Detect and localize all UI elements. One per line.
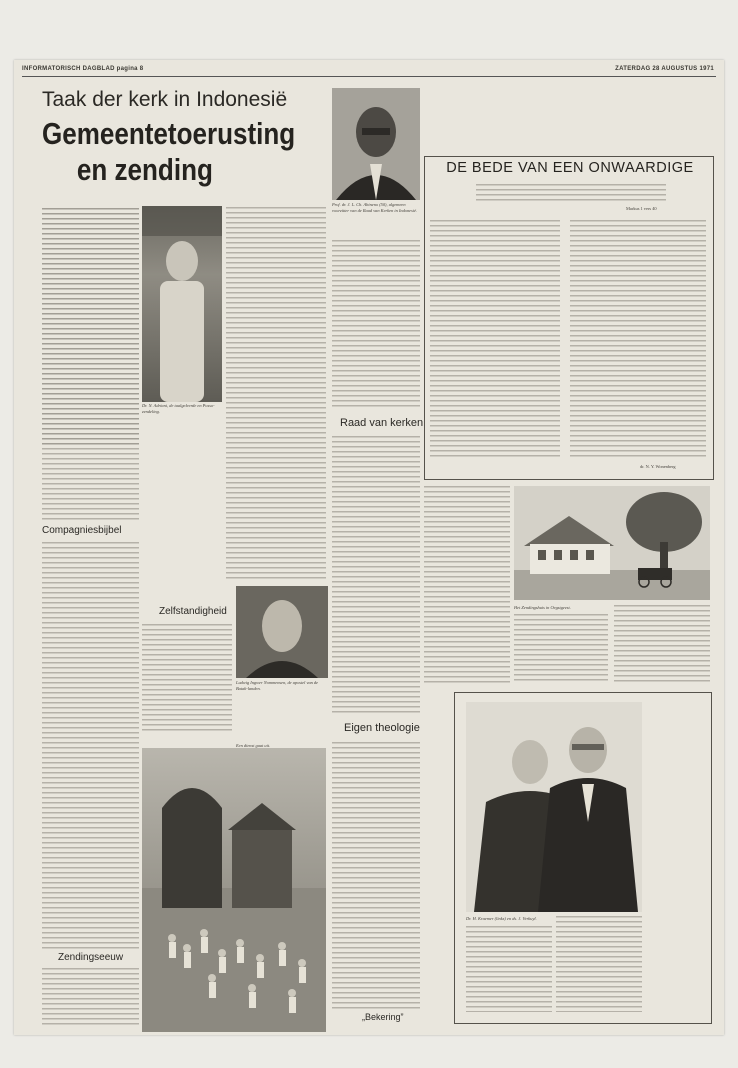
portrait-caption-text-1 — [466, 926, 552, 1012]
raad-van-kerken-text — [332, 436, 420, 716]
main-headline-1: Gemeentetoerusting — [42, 116, 296, 151]
raad-van-kerken-title: Raad van kerken — [340, 417, 424, 429]
main-column-mid-text — [142, 624, 232, 734]
subhead-zelfstandigheid: Zelfstandigheid — [159, 606, 227, 617]
main-column-2 — [226, 207, 326, 582]
nommensen-photo — [236, 586, 328, 678]
right-text-under-photo-2 — [614, 605, 710, 682]
kraemer-verkuyl-photo — [466, 702, 642, 912]
church-photo — [142, 748, 326, 1032]
header-rule — [22, 76, 716, 77]
eigen-theologie-title: Eigen theologie — [344, 722, 420, 734]
bede-verse-ref: Markus 1 vers 40 — [626, 206, 657, 211]
abineno-caption: Prof. dr. J. L. Ch. Abineno (50), algemeen voorzitter van de Raad van Kerken in Indonesië. — [332, 202, 418, 213]
bekering-title: „Bekering” — [362, 1012, 404, 1022]
bede-signature: dr. N. Y. Wonenberg — [640, 464, 676, 469]
zendingshuis-caption: Het Zendingshuis in Oegstgeest. — [514, 605, 571, 610]
abineno-text — [332, 240, 420, 410]
main-intro-text — [42, 208, 139, 446]
right-text-col — [424, 486, 510, 684]
subhead-compagniesbijbel: Compagniesbijbel — [42, 525, 122, 536]
subhead-zendingseeuw: Zendingseeuw — [58, 952, 124, 963]
main-intro-text-2 — [42, 448, 139, 522]
main-column-1-text — [42, 542, 139, 950]
bede-col-1 — [430, 220, 560, 460]
zendingshuis-photo — [514, 486, 710, 600]
portrait-caption-text-2 — [556, 916, 642, 1012]
abineno-photo — [332, 88, 420, 200]
nommensen-caption: Ludwig Ingwer Nommensen, de apostel van de Batak-landen. — [236, 680, 319, 691]
newspaper-page — [14, 60, 724, 1035]
bede-col-2 — [570, 220, 706, 460]
bede-title: DE BEDE VAN EEN ONWAARDIGE — [446, 160, 694, 176]
main-kicker: Taak der kerk in Indonesië — [42, 88, 288, 111]
page-header-right: ZATERDAG 28 AUGUSTUS 1971 — [615, 66, 714, 72]
bede-verse — [476, 184, 666, 204]
church-caption: Een dienst gaat uit. — [236, 743, 271, 748]
main-headline-2: en zending — [76, 152, 213, 187]
main-column-1-text-end — [42, 968, 139, 1028]
adriani-caption: Dr. N. Adriani, de taalgeleerde en Posso-zendeling. — [142, 403, 215, 414]
right-text-under-photo-1 — [514, 614, 608, 682]
page-header-left: INFORMATORISCH DAGBLAD pagina 8 — [22, 66, 144, 72]
adriani-photo — [142, 206, 222, 402]
portrait-pair-caption: Dr. H. Kraemer (links) en ds. J. Verkuyl. — [466, 916, 537, 921]
eigen-theologie-text — [332, 742, 420, 1012]
